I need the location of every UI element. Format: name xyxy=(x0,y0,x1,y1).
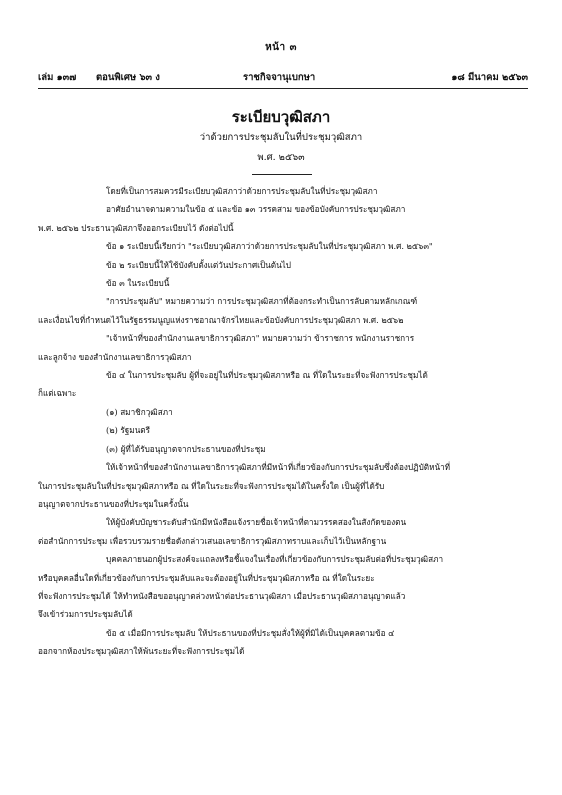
body-line: ออกจากห้องประชุมวุฒิสภาให้พ้นระยะที่จะฟังการประชุมได้ xyxy=(38,646,245,657)
special-section-label: ตอนพิเศษ ๖๓ ง xyxy=(96,72,160,83)
gazette-name: ราชกิจจานุเบกษา xyxy=(243,72,316,83)
gazette-header xyxy=(38,70,528,84)
page-number: หน้า ๓ xyxy=(265,42,297,53)
body-line: "เจ้าหน้าที่ของสำนักงานเลขาธิการวุฒิสภา" หมายความว่า ข้าราชการ พนักงานราชการ xyxy=(106,333,415,344)
body-line: (๒) รัฐมนตรี xyxy=(106,425,151,436)
body-line: พ.ศ. ๒๕๖๒ ประธานวุฒิสภาจึงออกระเบียบไว้ ดังต่อไปนี้ xyxy=(38,222,234,233)
body-line: อนุญาตจากประธานของที่ประชุมในครั้งนั้น xyxy=(38,498,189,509)
document-subtitle: ว่าด้วยการประชุมลับในที่ประชุมวุฒิสภา xyxy=(199,132,363,143)
body-line: ที่จะฟังการประชุมได้ ให้ทำหนังสือขออนุญาตล่วงหน้าต่อประธานวุฒิสภา เมื่อประธานวุฒิสภาอนุญาตแล้ว xyxy=(38,590,406,601)
title-divider xyxy=(252,174,312,175)
document-title: ระเบียบวุฒิสภา xyxy=(231,108,331,126)
body-line: ให้ผู้บังคับบัญชาระดับสำนักมีหนังสือแจ้งรายชื่อเจ้าหน้าที่ตามวรรคสองในสังกัดของตน xyxy=(106,517,407,528)
body-line: หรือบุคคลอื่นใดที่เกี่ยวข้องกับการประชุมลับและจะต้องอยู่ในที่ประชุมวุฒิสภาหรือ ณ ที่ใดในระยะ xyxy=(38,572,375,583)
issue-date: ๑๘ มีนาคม ๒๕๖๓ xyxy=(451,72,528,83)
document-body xyxy=(38,182,528,661)
body-line: ต่อสำนักการประชุม เพื่อรวบรวมรายชื่อดังกล่าวเสนอเลขาธิการวุฒิสภาทราบและเก็บไว้เป็นหลักฐาน xyxy=(38,535,387,546)
body-line: ข้อ ๑ ระเบียบนี้เรียกว่า "ระเบียบวุฒิสภาว่าด้วยการประชุมลับในที่ประชุมวุฒิสภา พ.ศ. ๒๕๖๓" xyxy=(106,241,433,252)
body-line: อาศัยอำนาจตามความในข้อ ๕ และข้อ ๑๓ วรรคสาม ของข้อบังคับการประชุมวุฒิสภา xyxy=(106,204,406,215)
body-line: ก็แต่เฉพาะ xyxy=(38,388,77,399)
body-line: (๓) ผู้ที่ได้รับอนุญาตจากประธานของที่ประชุม xyxy=(106,443,266,454)
body-line: บุคคลภายนอกผู้ประสงค์จะแถลงหรือชี้แจงในเรื่องที่เกี่ยวข้องกับการประชุมลับต่อที่ประชุมวุฒิสภา xyxy=(106,554,444,565)
header-divider xyxy=(38,88,528,89)
body-line: และลูกจ้าง ของสำนักงานเลขาธิการวุฒิสภา xyxy=(38,351,192,362)
body-line: ข้อ ๒ ระเบียบนี้ให้ใช้บังคับตั้งแต่วันประกาศเป็นต้นไป xyxy=(106,259,291,270)
body-line: โดยที่เป็นการสมควรมีระเบียบวุฒิสภาว่าด้วยการประชุมลับในที่ประชุมวุฒิสภา xyxy=(106,186,378,196)
body-line: จึงเข้าร่วมการประชุมลับได้ xyxy=(38,609,133,620)
document-year: พ.ศ. ๒๕๖๓ xyxy=(257,152,305,163)
volume-label: เล่ม ๑๓๗ xyxy=(38,72,77,83)
body-line: ข้อ ๔ ในการประชุมลับ ผู้ที่จะอยู่ในที่ประชุมวุฒิสภาหรือ ณ ที่ใดในระยะที่จะฟังการประชุมได้ xyxy=(106,370,428,381)
body-line: ในการประชุมลับในที่ประชุมวุฒิสภาหรือ ณ ที่ใดในระยะที่จะฟังการประชุมได้ในครั้งใด เป็นผู้ที่ได้รับ xyxy=(38,480,385,491)
body-line: ข้อ ๓ ในระเบียบนี้ xyxy=(106,278,170,289)
body-line: (๑) สมาชิกวุฒิสภา xyxy=(106,406,173,417)
body-line: "การประชุมลับ" หมายความว่า การประชุมวุฒิสภาที่ต้องกระทำเป็นการลับตามหลักเกณฑ์ xyxy=(106,296,418,307)
body-line: และเงื่อนไขที่กำหนดไว้ในรัฐธรรมนูญแห่งราชอาณาจักรไทยและข้อบังคับการประชุมวุฒิสภา พ.ศ. ๒๕๖๒ xyxy=(38,314,404,325)
body-line: ข้อ ๕ เมื่อมีการประชุมลับ ให้ประธานของที่ประชุมสั่งให้ผู้ที่มิได้เป็นบุคคลตามข้อ ๔ xyxy=(106,627,395,638)
body-line: ให้เจ้าหน้าที่ของสำนักงานเลขาธิการวุฒิสภาที่มีหน้าที่เกี่ยวข้องกับการประชุมลับซึ่งต้องปฏิบัติหน้าที่ xyxy=(106,462,451,473)
